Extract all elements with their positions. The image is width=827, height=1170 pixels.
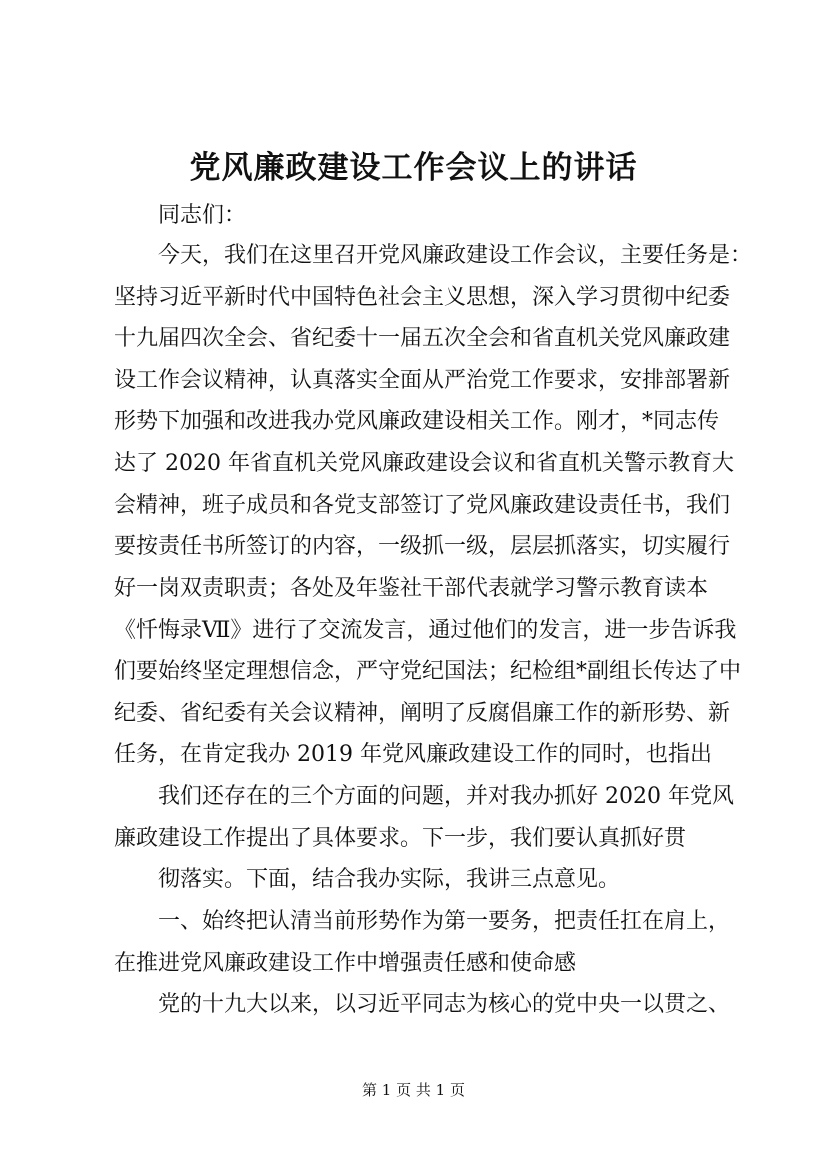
section-heading: 在推进党风廉政建设工作中增强责任感和使命感 xyxy=(114,951,577,976)
section-heading: 一、始终把认清当前形势作为第一要务，把责任扛在肩上， xyxy=(158,909,731,934)
salutation: 同志们： xyxy=(158,203,247,228)
body-line: 十九届四次全会、省纪委十一届五次全会和省直机关党风廉政建 xyxy=(114,326,731,351)
body-line: 形势下加强和改进我办党风廉政建设相关工作。刚才，*同志传 xyxy=(114,409,720,434)
body-line: 纪委、省纪委有关会议精神，阐明了反腐倡廉工作的新形势、新 xyxy=(114,701,731,726)
body-line: 要按责任书所签订的内容，一级抓一级，层层抓落实，切实履行 xyxy=(114,534,731,559)
body-line: 《忏悔录Ⅶ》进行了交流发言，通过他们的发言，进一步告诉我 xyxy=(114,618,737,643)
body-line: 好一岗双责职责；各处及年鉴社干部代表就学习警示教育读本 xyxy=(114,576,709,601)
body-line: 今天，我们在这里召开党风廉政建设工作会议，主要任务是： xyxy=(158,243,753,268)
body-line: 们要始终坚定理想信念，严守党纪国法；纪检组*副组长传达了中 xyxy=(114,659,742,684)
body-line: 会精神，班子成员和各党支部签订了党风廉政建设责任书，我们 xyxy=(114,493,731,518)
body-line: 设工作会议精神，认真落实全面从严治党工作要求，安排部署新 xyxy=(114,368,731,393)
page-number: 第 1 页 共 1 页 xyxy=(362,1081,465,1099)
body-line: 彻落实。下面，结合我办实际，我讲三点意见。 xyxy=(158,867,621,892)
body-line: 廉政建设工作提出了具体要求。下一步，我们要认真抓好贯 xyxy=(114,826,687,851)
body-line: 任务，在肯定我办 2019 年党风廉政建设工作的同时，也指出 xyxy=(114,742,712,767)
page-title: 党风廉政建设工作会议上的讲话 xyxy=(189,150,638,186)
body-line: 我们还存在的三个方面的问题，并对我办抓好 2020 年党风 xyxy=(158,784,734,809)
body-line: 达了 2020 年省直机关党风廉政建设会议和省直机关警示教育大 xyxy=(114,451,734,476)
body-line: 坚持习近平新时代中国特色社会主义思想，深入学习贯彻中纪委 xyxy=(114,285,731,310)
body-line: 党的十九大以来，以习近平同志为核心的党中央一以贯之、 xyxy=(158,992,731,1017)
